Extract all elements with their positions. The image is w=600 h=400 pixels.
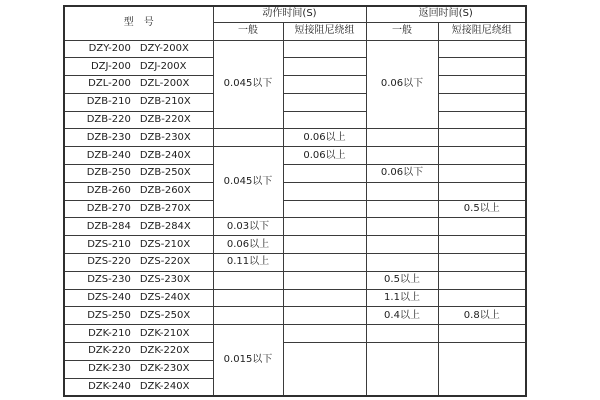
model-name-right: DZB-240X — [139, 149, 191, 161]
model-name-right: DZB-210X — [139, 96, 191, 108]
model-name-left: DZB-270 — [86, 203, 131, 215]
return-general-cell: 0.4以上 — [366, 307, 438, 325]
model-name-right: DZK-220X — [139, 345, 190, 357]
model-name-right: DZS-240X — [139, 292, 191, 304]
model-name-right: DZS-250X — [139, 309, 191, 321]
action-damping-cell — [283, 58, 366, 76]
model-cell — [64, 129, 213, 147]
model-cell — [64, 111, 213, 129]
model-name-left: DZB-230 — [86, 131, 131, 143]
return-damping-cell — [438, 111, 526, 129]
model-name-right: DZK-210X — [139, 327, 190, 339]
return-general-cell — [366, 236, 438, 254]
action-damping-cell — [283, 236, 366, 254]
model-name-left: DZL-200 — [88, 78, 131, 90]
table-row — [64, 343, 526, 361]
model-cell — [64, 76, 213, 94]
model-name-left: DZK-210 — [88, 327, 131, 339]
return-damping-cell — [438, 325, 526, 343]
table-row — [64, 325, 526, 343]
action-damping-cell — [283, 343, 366, 396]
return-damping-cell — [438, 129, 526, 147]
return-general-cell — [366, 218, 438, 236]
return-damping-cell — [438, 343, 526, 396]
return-damping-cell — [438, 289, 526, 307]
model-name-left: DZB-240 — [86, 149, 131, 161]
model-name-right: DZB-220X — [139, 114, 191, 126]
model-cell — [64, 200, 213, 218]
model-name-left: DZS-240 — [87, 292, 131, 304]
action-damping-cell — [283, 40, 366, 58]
model-name-right: DZB-284X — [139, 220, 191, 232]
model-name-left: DZK-230 — [88, 363, 131, 375]
header-action-damping: 短接阻尼绕组 — [283, 22, 366, 40]
return-general-cell: 1.1以上 — [366, 289, 438, 307]
model-name-left: DZB-284 — [86, 220, 131, 232]
return-general-cell — [366, 325, 438, 343]
table-row — [64, 93, 526, 111]
model-cell — [64, 360, 213, 378]
return-general-cell — [366, 147, 438, 165]
model-cell — [64, 58, 213, 76]
model-cell — [64, 254, 213, 272]
model-cell — [64, 40, 213, 58]
model-name-right: DZB-270X — [139, 203, 191, 215]
model-name-left: DZS-220 — [87, 256, 131, 268]
model-name-right: DZB-230X — [139, 131, 191, 143]
relay-spec-table — [63, 5, 527, 397]
return-damping-cell — [438, 147, 526, 165]
model-name-right: DZJ-200X — [139, 60, 187, 72]
action-damping-cell — [283, 76, 366, 94]
action-damping-cell: 0.06以上 — [283, 147, 366, 165]
table-row — [64, 76, 526, 94]
model-name-right: DZS-230X — [139, 274, 191, 286]
model-cell — [64, 165, 213, 183]
model-name-left: DZY-200 — [88, 42, 131, 54]
model-cell — [64, 93, 213, 111]
return-general-cell — [366, 182, 438, 200]
action-general-cell — [213, 129, 283, 147]
model-cell — [64, 343, 213, 361]
model-name-left: DZS-250 — [87, 309, 131, 321]
return-damping-cell — [438, 93, 526, 111]
model-cell — [64, 378, 213, 396]
header-action-time: 动作时间(S) — [213, 6, 366, 22]
return-damping-cell: 0.5以上 — [438, 200, 526, 218]
action-general-cell — [213, 289, 283, 307]
table-row — [64, 218, 526, 236]
action-damping-cell — [283, 93, 366, 111]
model-name-left: DZK-220 — [88, 345, 131, 357]
action-general-cell: 0.045以下 — [213, 147, 283, 218]
action-general-cell — [213, 271, 283, 289]
model-name-left: DZS-210 — [87, 238, 131, 250]
action-damping-cell — [283, 325, 366, 343]
model-name-left: DZB-250 — [86, 167, 131, 179]
action-general-cell: 0.03以下 — [213, 218, 283, 236]
table-row — [64, 289, 526, 307]
header-return-time: 返回时间(S) — [366, 6, 526, 22]
model-name-right: DZL-200X — [139, 78, 190, 90]
header-return-damping: 短接阻尼绕组 — [438, 22, 526, 40]
action-general-cell: 0.06以上 — [213, 236, 283, 254]
table-row — [64, 271, 526, 289]
model-name-right: DZB-260X — [139, 185, 191, 197]
header-model: 型 号 — [64, 6, 213, 40]
action-damping-cell — [283, 271, 366, 289]
action-general-cell — [213, 307, 283, 325]
return-damping-cell — [438, 236, 526, 254]
model-name-right: DZB-250X — [139, 167, 191, 179]
return-general-cell — [366, 200, 438, 218]
model-cell — [64, 289, 213, 307]
table-row — [64, 236, 526, 254]
table-row — [64, 165, 526, 183]
model-cell — [64, 236, 213, 254]
model-name-right: DZS-220X — [139, 256, 191, 268]
return-damping-cell — [438, 165, 526, 183]
action-damping-cell — [283, 307, 366, 325]
model-name-left: DZB-210 — [86, 96, 131, 108]
model-cell — [64, 218, 213, 236]
table-row — [64, 200, 526, 218]
header-return-general: 一般 — [366, 22, 438, 40]
return-general-cell — [366, 343, 438, 396]
table-row — [64, 147, 526, 165]
action-damping-cell: 0.06以上 — [283, 129, 366, 147]
return-damping-cell — [438, 58, 526, 76]
return-damping-cell — [438, 271, 526, 289]
return-damping-cell — [438, 254, 526, 272]
action-damping-cell — [283, 218, 366, 236]
model-name-left: DZB-220 — [86, 114, 131, 126]
model-name-right: DZK-240X — [139, 380, 190, 392]
action-damping-cell — [283, 254, 366, 272]
table-row — [64, 58, 526, 76]
action-damping-cell — [283, 182, 366, 200]
model-cell — [64, 271, 213, 289]
action-general-cell: 0.045以下 — [213, 40, 283, 129]
model-name-right: DZK-230X — [139, 363, 190, 375]
action-damping-cell — [283, 111, 366, 129]
return-general-cell: 0.06以下 — [366, 40, 438, 129]
model-name-left: DZJ-200 — [90, 60, 131, 72]
model-name-right: DZS-210X — [139, 238, 191, 250]
header-action-general: 一般 — [213, 22, 283, 40]
model-cell — [64, 182, 213, 200]
return-general-cell: 0.5以上 — [366, 271, 438, 289]
model-cell — [64, 147, 213, 165]
table-row — [64, 182, 526, 200]
model-name-left: DZK-240 — [88, 380, 131, 392]
table-row — [64, 307, 526, 325]
return-damping-cell — [438, 182, 526, 200]
model-name-right: DZY-200X — [139, 42, 189, 54]
return-damping-cell: 0.8以上 — [438, 307, 526, 325]
table-row — [64, 129, 526, 147]
return-general-cell — [366, 254, 438, 272]
table-row — [64, 111, 526, 129]
table-row — [64, 40, 526, 58]
action-damping-cell — [283, 165, 366, 183]
model-name-left: DZB-260 — [86, 185, 131, 197]
return-damping-cell — [438, 218, 526, 236]
return-damping-cell — [438, 76, 526, 94]
return-general-cell — [366, 129, 438, 147]
return-damping-cell — [438, 40, 526, 58]
action-general-cell: 0.11以上 — [213, 254, 283, 272]
action-general-cell: 0.015以下 — [213, 325, 283, 396]
model-name-left: DZS-230 — [87, 274, 131, 286]
return-general-cell: 0.06以下 — [366, 165, 438, 183]
action-damping-cell — [283, 289, 366, 307]
model-cell — [64, 325, 213, 343]
model-cell — [64, 307, 213, 325]
table-row — [64, 254, 526, 272]
action-damping-cell — [283, 200, 366, 218]
